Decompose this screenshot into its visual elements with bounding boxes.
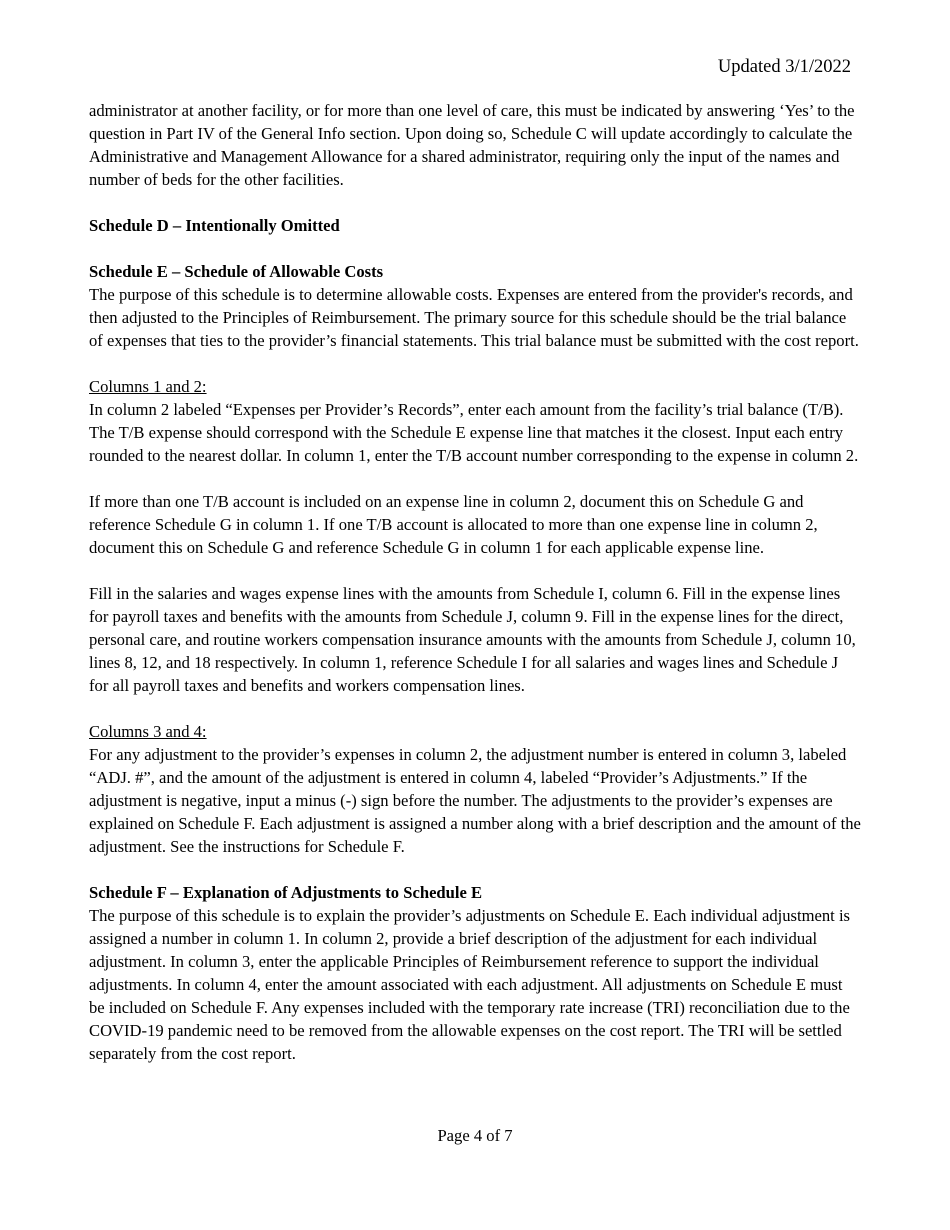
columns-3-4-paragraph: For any adjustment to the provider’s expenses in column 2, the adjustment number is entered in column 3, labeled “ADJ. #”, and the amount of the adjustment is entered in column 4, labeled “Provider’s Adjustments.” If the adjustment is negative, input a minus (-) sign before the number. The adjustments to the provider’s expenses are explained on Schedule F. Each adjustment is assigned a number along with a brief description and the amount of the adjustment. See the instructions for Schedule F. — [89, 745, 861, 856]
schedule-e-heading: Schedule E – Schedule of Allowable Costs — [89, 262, 384, 281]
schedule-f-purpose: The purpose of this schedule is to explain the provider’s adjustments on Schedule E. Each individual adjustment is assigned a number in column 1. In column 2, provide a brief description of the adjustment for each individual adjustment. In column 3, enter the applicable Principles of Reimbursement reference to support the individual adjustments. In column 4, enter the amount associated with each adjustment. All adjustments on Schedule E must be included on Schedule F. Any expenses included with the temporary rate increase (TRI) reconciliation due to the COVID-19 pandemic need to be removed from the allowable expenses on the cost report. The TRI will be settled separately from the cost report. — [89, 906, 851, 1063]
columns-3-4-heading: Columns 3 and 4: — [89, 722, 207, 741]
schedule-f-heading: Schedule F – Explanation of Adjustments to Schedule E — [89, 883, 483, 902]
intro-paragraph: administrator at another facility, or for more than one level of care, this must be indicated by answering ‘Yes’ to the question in Part IV of the General Info section. Upon doing so, Schedule C will update accordingly to calculate the Administrative and Management Allowance for a shared administrator, requiring only the input of the names and number of beds for the other facilities. — [89, 101, 855, 189]
columns-1-2-heading: Columns 1 and 2: — [89, 377, 207, 396]
columns-1-2-paragraph-3: Fill in the salaries and wages expense lines with the amounts from Schedule I, column 6. Fill in the expense lines for payroll taxes and benefits with the amounts from Schedule J, column 9. Fill in the expense lines for the direct, personal care, and routine workers compensation insurance amounts with the amounts from Schedule J, column 10, lines 8, 12, and 18 respectively. In column 1, reference Schedule I for all salaries and wages lines and Schedule J for all payroll taxes and benefits and workers compensation lines. — [89, 584, 856, 695]
schedule-d-heading: Schedule D – Intentionally Omitted — [89, 216, 340, 235]
page-content — [89, 99, 861, 1065]
columns-1-2-paragraph-1: In column 2 labeled “Expenses per Provider’s Records”, enter each amount from the facility’s trial balance (T/B). The T/B expense should correspond with the Schedule E expense line that matches it the closest. Input each entry rounded to the nearest dollar. In column 1, enter the T/B account number corresponding to the expense in column 2. — [89, 400, 859, 465]
schedule-e-purpose: The purpose of this schedule is to determine allowable costs. Expenses are entered from the provider's records, and then adjusted to the Principles of Reimbursement. The primary source for this schedule should be the trial balance of expenses that ties to the provider’s financial statements. This trial balance must be submitted with the cost report. — [89, 285, 859, 350]
page-number: Page 4 of 7 — [437, 1126, 513, 1145]
columns-1-2-paragraph-2: If more than one T/B account is included on an expense line in column 2, document this on Schedule G and reference Schedule G in column 1. If one T/B account is allocated to more than one expense line in column 2, document this on Schedule G and reference Schedule G in column 1 for each applicable expense line. — [89, 492, 818, 557]
updated-date: Updated 3/1/2022 — [717, 57, 851, 77]
